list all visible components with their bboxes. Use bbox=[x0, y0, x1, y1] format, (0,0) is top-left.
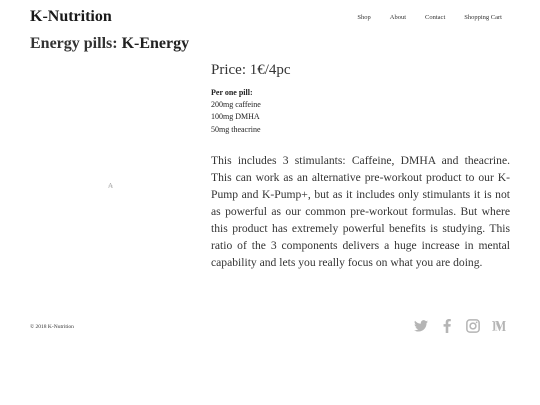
title-prefix: Energy pills: bbox=[30, 35, 122, 52]
brand-logo[interactable]: K-Nutrition bbox=[30, 8, 112, 25]
nav-contact[interactable]: Contact bbox=[425, 14, 446, 21]
product-price: Price: 1€/4pc bbox=[211, 62, 291, 78]
product-name: K-Energy bbox=[121, 35, 190, 52]
facebook-icon[interactable] bbox=[440, 319, 454, 333]
spec-item: 200mg caffeine bbox=[211, 100, 261, 110]
twitter-icon[interactable] bbox=[414, 319, 428, 333]
site-header bbox=[30, 8, 510, 28]
social-links bbox=[414, 319, 506, 333]
instagram-icon[interactable] bbox=[466, 319, 480, 333]
spec-item: 50mg theacrine bbox=[211, 124, 261, 134]
broken-image-icon: ₳ bbox=[108, 182, 114, 190]
footer-copyright: © 2018 K-Nutrition bbox=[30, 324, 74, 330]
product-description: This includes 3 stimulants: Caffeine, DMHA and theacrine. This can work as an alternative pre-workout product to our K-Pump and K-Pump+, but as it includes only stimulants it is not as powerful as our common pre-workout formulas. But where this product has extremely powerful benefits is studying. This ratio of the 3 components delivers a huge increase in mental capability and lets you really focus on what you are doing. bbox=[211, 154, 510, 269]
spec-item: 100mg DMHA bbox=[211, 112, 260, 122]
nav-shop[interactable]: Shop bbox=[357, 14, 371, 21]
nav-shopping-cart[interactable]: Shopping Cart bbox=[464, 14, 502, 21]
medium-icon[interactable] bbox=[492, 319, 506, 333]
page-title bbox=[30, 35, 189, 53]
specs-heading: Per one pill: bbox=[211, 88, 253, 97]
product-image bbox=[30, 62, 190, 312]
nav-about[interactable]: About bbox=[389, 14, 407, 21]
product-specs bbox=[211, 87, 261, 136]
main-nav bbox=[338, 14, 502, 21]
